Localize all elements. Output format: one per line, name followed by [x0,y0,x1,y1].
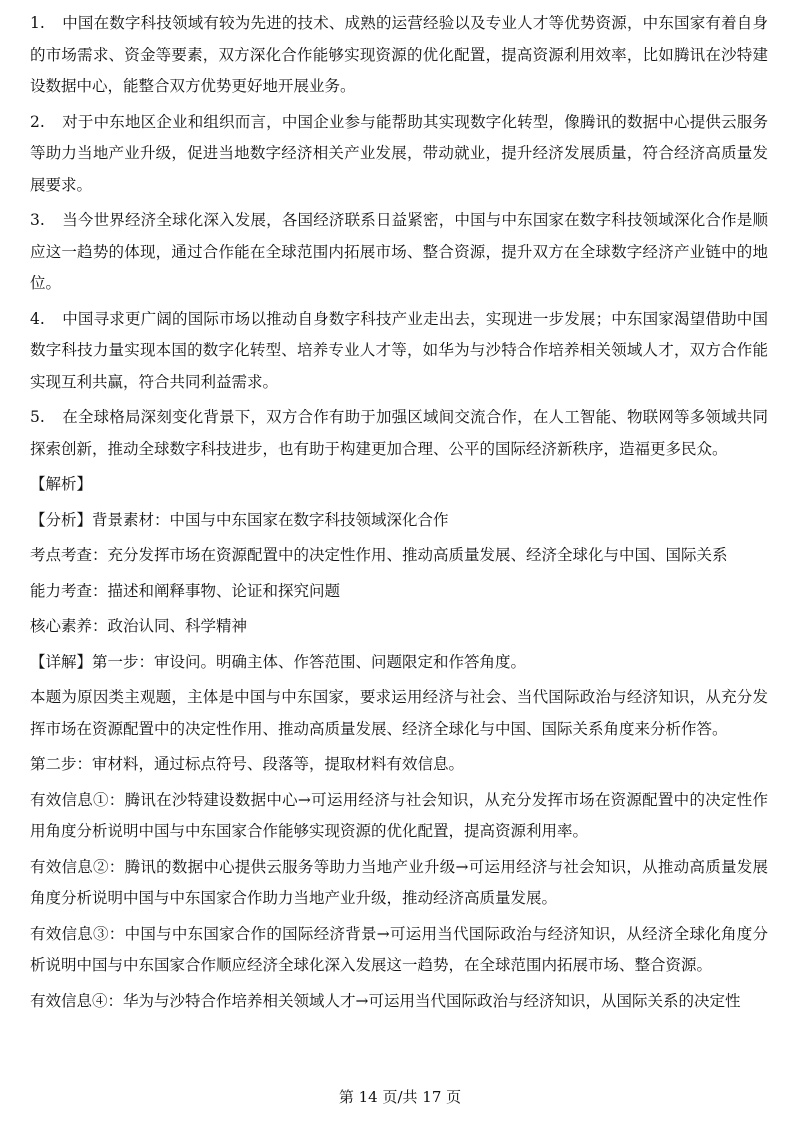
analysis-exam-points: 考点考查：充分发挥市场在资源配置中的决定性作用、推动高质量发展、经济全球化与中国、国际关系 [30,546,728,564]
analysis-literacy: 核心素养：政治认同、科学精神 [30,617,248,635]
answer-item-1 [30,8,768,103]
effective-info-1: 有效信息①：腾讯在沙特建设数据中心→可运用经济与社会知识，从充分发挥市场在资源配置中的决定性作用角度分析说明中国与中东国家合作能够实现资源的优化配置，提高资源利用率。 [30,790,768,840]
analysis-ability: 能力考查：描述和阐释事物、论证和探究问题 [30,581,341,600]
effective-info-4: 有效信息④：华为与沙特合作培养相关领域人才→可运用当代国际政治与经济知识，从国际关系的决定性 [30,991,741,1010]
detail-step-1-body: 本题为原因类主观题，主体是中国与中东国家，要求运用经济与社会、当代国际政治与经济知识，从充分发挥市场在资源配置中的决定性作用、推动高质量发展、经济全球化与中国、国际关系角度来分析作答。 [30,688,768,738]
effective-info-2: 有效信息②：腾讯的数据中心提供云服务等助力当地产业升级→可运用经济与社会知识，从推动高质量发展角度分析说明中国与中东国家合作助力当地产业升级，推动经济高质量发展。 [30,857,768,907]
answer-item-3 [30,205,768,300]
answer-item-4 [30,304,768,399]
answer-text: 中国寻求更广阔的国际市场以推动自身数字科技产业走出去，实现进一步发展；中东国家渴望借助中国数字科技力量实现本国的数字化转型、培养专业人才等，如华为与沙特合作培养相关领域人才，双方合作能实现互利共赢，符合共同利益需求。 [30,309,768,391]
answer-text: 当今世界经济全球化深入发展，各国经济联系日益紧密，中国与中东国家在数字科技领域深化合作是顺应这一趋势的体现，通过合作能在全球范围内拓展市场、整合资源，提升双方在全球数字经济产业链中的地位。 [30,211,768,292]
answer-text: 中国在数字科技领域有较为先进的技术、成熟的运营经验以及专业人才等优势资源，中东国家有着自身的市场需求、资金等要素，双方深化合作能够实现资源的优化配置，提高资源利用效率，比如腾讯在沙特建设数据中心，能整合双方优势更好地开展业务。 [30,14,768,95]
detail-step-1: 【详解】第一步：审设问。明确主体、作答范围、问题限定和作答角度。 [30,652,527,671]
page-number-footer: 第 14 页/共 17 页 [338,1088,462,1106]
analysis-heading: 【解析】 [30,475,93,493]
answer-number: 1. [30,14,45,32]
answer-number: 2. [30,112,45,131]
answer-text: 对于中东地区企业和组织而言，中国企业参与能帮助其实现数字化转型，像腾讯的数据中心提供云服务等助力当地产业升级，促进当地数字经济相关产业发展，带动就业，提升经济发展质量，符合经济高质量发展要求。 [30,112,768,194]
answer-number: 5. [30,408,45,426]
answer-number: 4. [30,309,45,328]
answer-text: 在全球格局深刻变化背景下，双方合作有助于加强区域间交流合作，在人工智能、物联网等多领域共同探索创新，推动全球数字科技进步，也有助于构建更加合理、公平的国际经济新秩序，造福更多民众。 [30,408,768,458]
answer-number: 3. [30,211,45,229]
page-content [30,8,768,1021]
answer-item-2 [30,107,768,202]
effective-info-3: 有效信息③：中国与中东国家合作的国际经济背景→可运用当代国际政治与经济知识，从经济全球化角度分析说明中国与中东国家合作顺应经济全球化深入发展这一趋势，在全球范围内拓展市场、整合资源。 [30,924,768,974]
detail-step-2: 第二步：审材料，通过标点符号、段落等，提取材料有效信息。 [30,755,465,773]
answer-item-5 [30,402,768,465]
analysis-background: 【分析】背景素材：中国与中东国家在数字科技领域深化合作 [30,510,449,529]
